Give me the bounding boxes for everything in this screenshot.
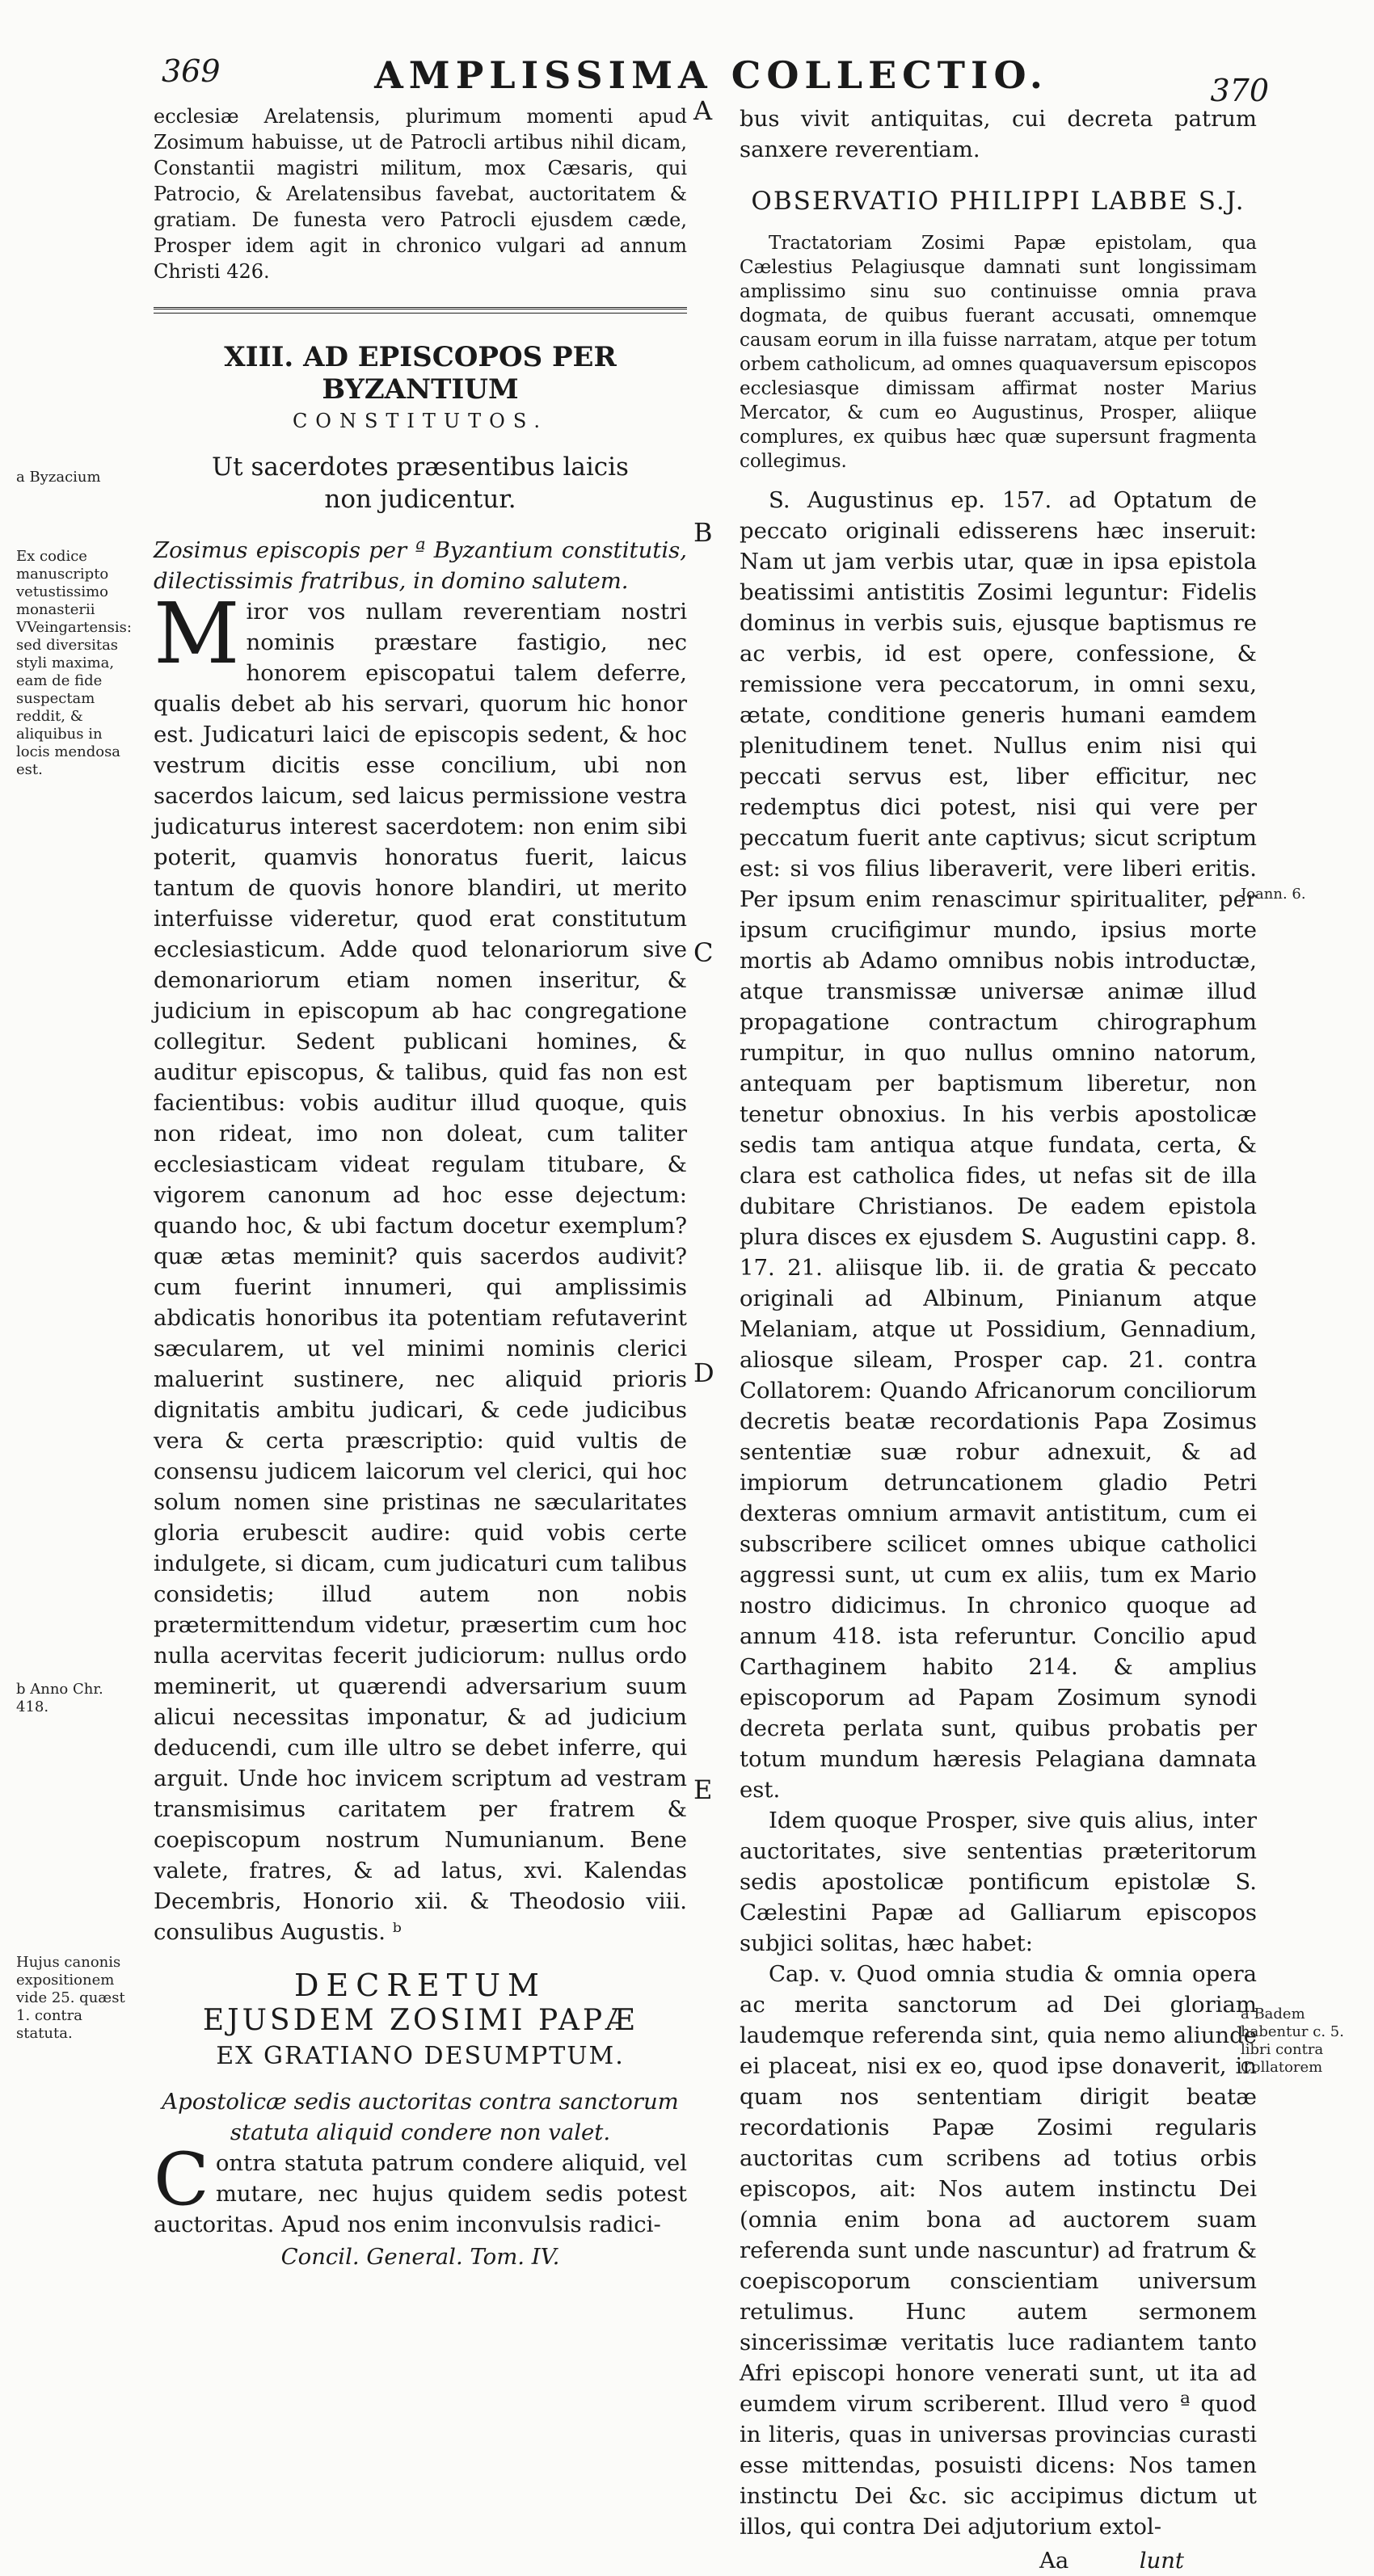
- running-title: AMPLISSIMA COLLECTIO.: [374, 53, 1048, 97]
- observatio-text: Tractatoriam Zosimi Papæ epistolam, qua Cælestius Pelagiusque damnati sunt longissimam amplissimo sinu suo continuisse omnia prava dogmata, de quibus fuerant accusati, omnemque causam eorum in illa fuisse narratam, atque per totum orbem catholicum, ad omnes quaquaversum episcopos ecclesiasque dimissam affirmat noster Marius Mercator, & cum eo Augustinus, Prosper, aliique complures, ex quibus hæc quæ supersunt fragmenta collegimus.: [740, 233, 1257, 472]
- left-lead-paragraph: ecclesiæ Arelatensis, plurimum momenti apud Zosimum habuisse, ut de Patrocli artibus nihil dicam, Constantii magistri militum, mox Cæsaris, qui Patrocio, & Arelatensibus favebat, auctoritatem & gratiam. De funesta vero Patrocli ejusdem cæde, Prosper idem agit in chronico vulgari ad annum Christi 426.: [154, 105, 687, 283]
- left-column: [154, 103, 687, 2272]
- right-body-3: Cap. v. Quod omnia studia & omnia opera ac merita sanctorum ad Dei gloriam laudemque referenda sint, quia nemo aliunde ei placeat, nisi ex eo, quod ipse donaverit, in quam nos sententiam dirigit beatæ recordationis Papæ Zosimi regularis auctoritas cum scribens ad totius orbis episcopos, ait: Nos autem instinctu Dei (omnia enim bona ad auctorem suam referenda sunt unde nascuntur) ad fratrum & coepiscoporum conscientiam universum retulimus. Hunc autem sermonem sincerissimæ veritatis luce radiantem tanto Afri episcopi honore venerati sunt, ut ita ad eumdem virum scriberent. Illud vero ª quod in literis, quas in universas provincias curasti esse mittendas, posuisti dicens: Nos tamen instinctu Dei &c. sic accipimus dictum ut illos, qui contra Dei adjutorium extol-: [740, 1961, 1257, 2540]
- right-body: S. Augustinus ep. 157. ad Optatum de peccato originali edisserens hæc inseruit: Nam ut jam verbis utar, quæ in ipsa epistola beatissimi antistitis Zosimi leguntur: Fidelis dominus in verbis suis, ejusque baptismus re ac verbis, id est opere, confessione, & remissione vera peccatorum, in omni sexu, ætate, conditione generis humani eamdem plenitudinem tenet. Nullus enim nisi qui peccati servus est, liber efficitur, nec redemptus dici potest, nisi qui vere per peccatum fuerit ante captivus; sicut scriptum est: si vos filius liberaverit, vere liberi eritis. Per ipsum enim renascimur spiritualiter, per ipsum crucifigimur mundo, ipsius morte mortis ab Adamo omnibus nobis introductæ, atque transmissæ universæ animæ illud propagatione contractum chirographum rumpitur, in quo nullus omnino natorum, antequam per baptismum liberetur, non tenetur obnoxius. In his verbis apostolicæ sedis tam antiqua atque fundata, certa, & clara est catholica fides, ut nefas sit de illa dubitare Christianos. De eadem epistola plura disces ex ejusdem S. Augustini capp. 8. 17. 21. aliisque lib. ii. de gratia & peccato originali ad Albinum, Pinianum atque Melaniam, atque ut Possidium, Gennadium, aliosque sileam, Prosper cap. 21. contra Collatorem: Quando Africanorum conciliorum decretis beatæ recordationis Papa Zosimus sententiæ suæ robur adnexuit, & ad impiorum detruncationem gladio Petri dexteras omnium armavit antistitum, cum ei subscribere scilicet omnes ubique catholici aggressi sunt, ut cum ex aliis, tum ex Mario nostro didicimus. In chronico quoque ad annum 418. ista referuntur. Concilio apud Carthaginem habito 214. & amplius episcoporum ad Papam Zosimum synodi decreta perlata sunt, quibus probatis per totum mundum hæresis Pelagiana damnata est.: [740, 487, 1257, 1803]
- drop-cap-2: C: [154, 2137, 209, 2222]
- right-body-2: Idem quoque Prosper, sive quis alius, inter auctoritates, sive sententias præteritorum sedis apostolicæ pontificum epistolæ S. Cælestini Papæ ad Galliarum episcopos subjici solitas, hæc habet:: [740, 1808, 1257, 1956]
- page-number-right: 370: [1210, 73, 1269, 108]
- margin-note-badem: a Badem habentur c. 5. libri contra Collatorem: [1241, 2006, 1344, 2076]
- right-column: [740, 103, 1257, 2576]
- section-letter-c: C: [693, 937, 714, 968]
- letter-title: XIII. AD EPISCOPOS PER BYZANTIUM: [224, 341, 617, 406]
- section-letter-d: D: [693, 1357, 714, 1388]
- margin-note-codex: Ex codice manuscripto vetustissimo monasterii VVeingartensis: sed diversitas styli maxima, eam de fide suspectam reddit, & aliquibus in locis mendosa est.: [16, 548, 132, 778]
- decretum-heading: DECRETUM: [294, 1968, 546, 2003]
- section-letter-a: A: [693, 95, 713, 126]
- margin-note-anno: b Anno Chr. 418.: [16, 1681, 103, 1715]
- margin-note-hujus: Hujus canonis expositionem vide 25. quæst 1. contra statuta.: [16, 1954, 125, 2042]
- page-number-left: 369: [162, 53, 221, 89]
- drop-cap: M: [154, 584, 240, 683]
- section-letter-b: B: [693, 517, 713, 548]
- margin-note-byzacium: a Byzacium: [16, 469, 101, 486]
- section-divider: [154, 307, 687, 314]
- right-lead-paragraph: bus vivit antiquitas, cui decreta patrum sanxere reverentiam.: [740, 106, 1257, 162]
- section-letter-e: E: [693, 1774, 713, 1805]
- decretum-heading-3: EX GRATIANO DESUMPTUM.: [216, 2042, 625, 2070]
- catchword: lunt: [1139, 2548, 1184, 2574]
- margin-note-joann: Joann. 6.: [1241, 886, 1306, 903]
- salutation: Zosimus episcopis per ª Byzantium constitutis, dilectissimis fratribus, in domino salutem.: [154, 537, 687, 594]
- letter-body: [154, 584, 687, 1947]
- observatio-heading: OBSERVATIO PHILIPPI LABBE S.J.: [751, 187, 1245, 216]
- page-footer: Concil. General. Tom. IV.: [280, 2244, 560, 2270]
- decretum-rubric: Apostolicæ sedis auctoritas contra sanctorum statuta aliquid condere non valet.: [162, 2089, 679, 2145]
- running-header: [154, 53, 1269, 108]
- letter-body-text: iror vos nullam reverentiam nostri nominis præstare fastigio, nec honorem episcopatui talem deferre, qualis debet ab his servari, quorum hic honor est. Judicaturi laici de episcopis sedent, & hoc vestrum dicitis esse concilium, ubi non sacerdos laicum, sed laicus permissione vestra judicaturus interest sacerdotem: non enim sibi poterit, quamvis honoratus fuerit, laicus tantum de quovis honore blandiri, ut merito interfuisse videretur, quod erat constitutum ecclesiasticum. Adde quod telonariorum sive demonariorum etiam nomen inseritur, & judicium in episcopum ab hac congregatione collegitur. Sedent publicani homines, & auditur episcopus, & talibus, quid fas non est facientibus: vobis auditur illud quoque, quis non rideat, imo non doleat, cum taliter ecclesiasticam videat regulam titubare, & vigorem canonum ad hoc esse dejectum: quando hoc, & ubi factum docetur exemplum? quæ ætas meminit? quis sacerdos audivit? cum fuerint innumeri, qui amplissimis abdicatis honoribus ita potentiam refutaverint sæcularem, ut vel minimi nominis clerici maluerint sustinere, nec aliquid prioris dignitatis ambitu judicari, & cede judicibus vera & certa præscriptio: quid vultis de consensu judicem laicorum vel clerici, qui hoc solum nomen sine pristinas ne sæcularitates gloria erubescit audire: quid vobis certe indulgete, si dicam, cum judicaturi cum talibus considetis; illud autem non nobis prætermittendum videtur, præsertim cum hoc nulla acervitas fecerit judiciorum: nullus ordo meminerit, ut quærendi adversarium suum alicui necessitas imponatur, & ad judicium deducendi, cum ille ultro se debet inferre, qui arguit. Unde hoc invicem scriptum ad vestram transmisimus caritatem per fratrem & coepiscopum nostrum Numunianum. Bene valete, fratres, & ad latus, xvi. Kalendas Decembris, Honorio xii. & Theodosio viii. consulibus Augustis. ᵇ: [154, 599, 687, 1945]
- decretum-body-text: ontra statuta patrum condere aliquid, vel mutare, nec hujus quidem sedis potest auctoritas. Apud nos enim inconvulsis radici-: [154, 2150, 687, 2237]
- signature-mark: [740, 2545, 1257, 2576]
- letter-title-sub: CONSTITUTOS.: [292, 410, 549, 432]
- letter-summary: Ut sacerdotes præsentibus laicis non judicentur.: [212, 452, 629, 514]
- signature-text: Aa: [1039, 2548, 1069, 2574]
- decretum-body: [154, 2137, 687, 2240]
- decretum-heading-2: EJUSDEM ZOSIMI PAPÆ: [202, 2004, 639, 2037]
